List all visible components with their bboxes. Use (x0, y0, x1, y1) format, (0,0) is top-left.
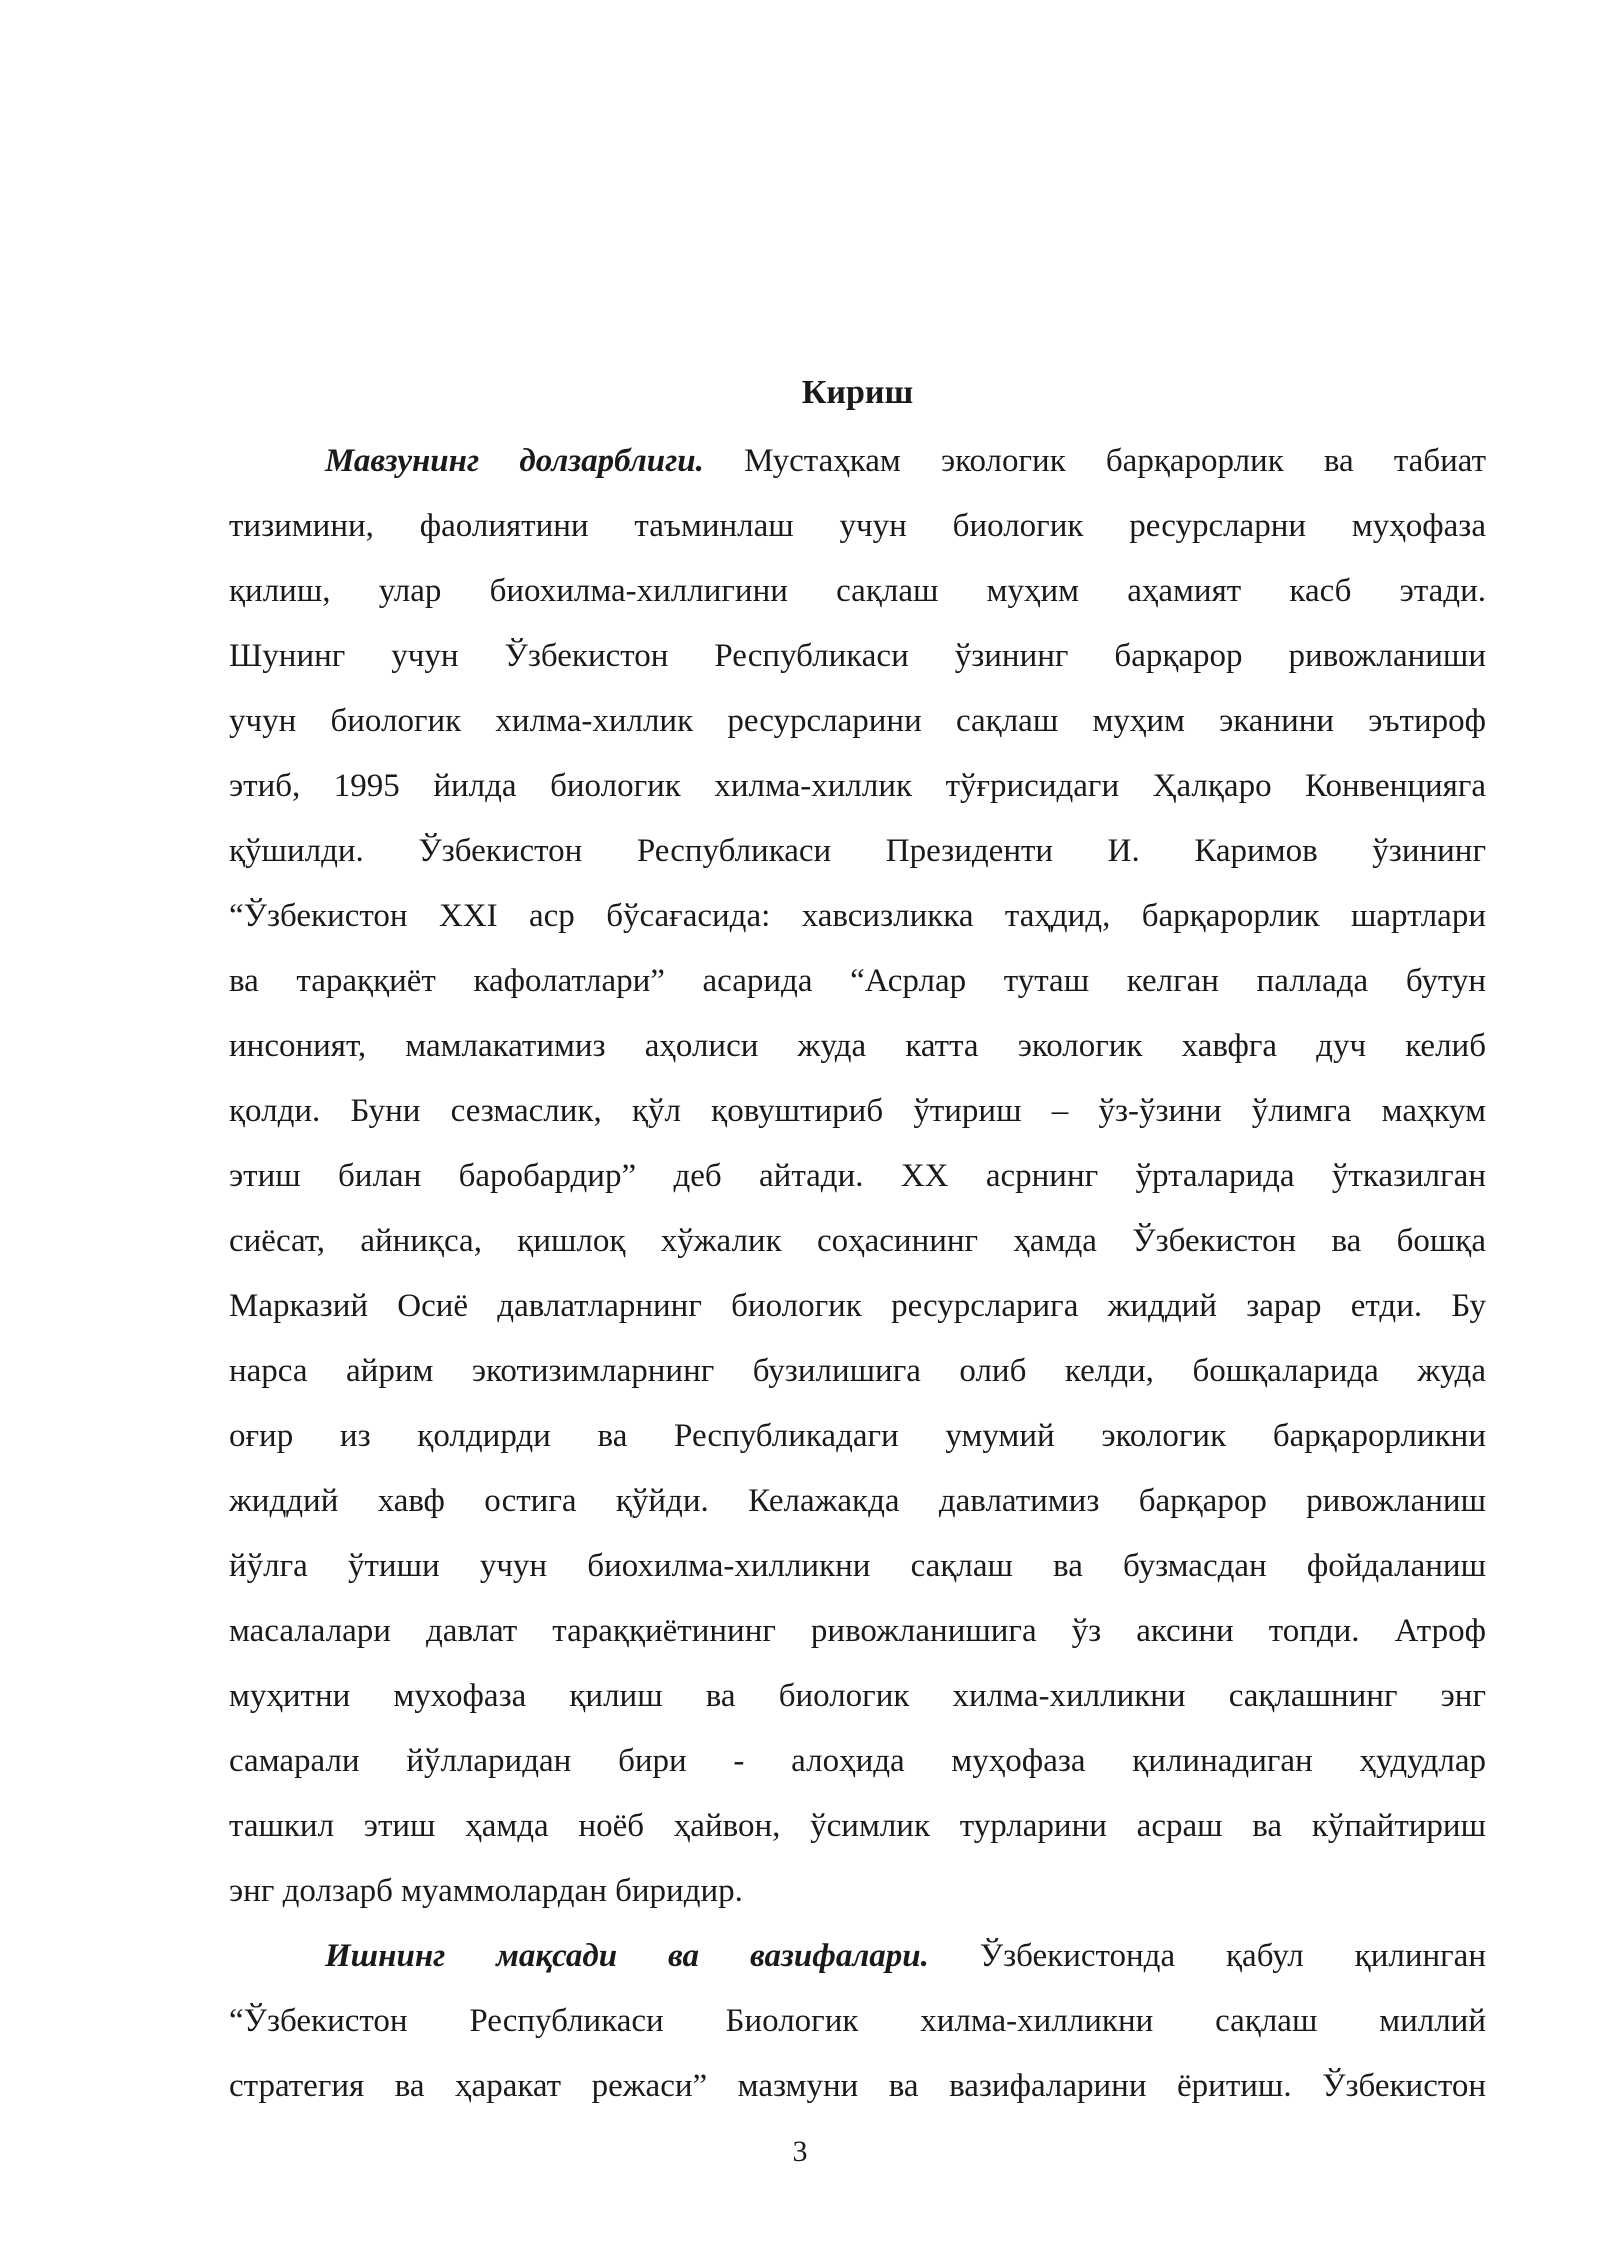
paragraph-line: оғир из қолдирди ва Республикадаги умумий экологик барқарорликни (229, 1418, 1486, 1454)
paragraph-line: муҳитни мухофаза қилиш ва биологик хилма-хилликни сақлашнинг энг (229, 1678, 1486, 1714)
paragraph-relevance (229, 429, 1486, 1924)
paragraph-line: самарали йўлларидан бири - алоҳида муҳофаза қилинадиган ҳудудлар (229, 1743, 1486, 1779)
paragraph-line: “Ўзбекистон Республикаси Биологик хилма-хилликни сақлаш миллий (229, 2003, 1486, 2039)
paragraph-line: Марказий Осиё давлатларнинг биологик ресурсларига жиддий зарар етди. Бу (229, 1288, 1486, 1324)
paragraph-text: Ўзбекистонда қабул қилинган (928, 1938, 1486, 1974)
paragraph-line: “Ўзбекистон XXI аср бўсағасида: хавсизликка таҳдид, барқарорлик шартлари (229, 898, 1486, 934)
paragraph-line: этиб, 1995 йилда биологик хилма-хиллик тўғрисидаги Ҳалқаро Конвенцияга (229, 768, 1486, 804)
paragraph-line: сиёсат, айниқса, қишлоқ хўжалик соҳасининг ҳамда Ўзбекистон ва бошқа (229, 1223, 1486, 1259)
paragraph-line: йўлга ўтиши учун биохилма-хилликни сақлаш ва бузмасдан фойдаланиш (229, 1548, 1486, 1584)
paragraph-line: учун биологик хилма-хиллик ресурсларини сақлаш муҳим эканини эътироф (229, 703, 1486, 739)
paragraph-line: этиш билан баробардир” деб айтади. XX асрнинг ўрталарида ўтказилган (229, 1158, 1486, 1194)
paragraph-line: ва тараққиёт кафолатлари” асарида “Асрлар туташ келган паллада бутун (229, 963, 1486, 999)
paragraph-line: жиддий хавф остига қўйди. Келажакда давлатимиз барқарор ривожланиш (229, 1483, 1486, 1519)
paragraph-goals (229, 1924, 1486, 2119)
paragraph-line: стратегия ва ҳаракат режаси” мазмуни ва вазифаларини ёритиш. Ўзбекистон (229, 2068, 1486, 2104)
paragraph-line: энг долзарб муаммолардан биридир. (229, 1873, 743, 1909)
paragraph-line: ташкил этиш ҳамда ноёб ҳайвон, ўсимлик турларини асраш ва кўпайтириш (229, 1808, 1486, 1844)
paragraph-line: масалалари давлат тараққиётининг ривожланишига ўз аксини топди. Атроф (229, 1613, 1486, 1649)
paragraph-line: Шунинг учун Ўзбекистон Республикаси ўзининг барқарор ривожланиши (229, 638, 1486, 674)
page-number: 3 (792, 2135, 808, 2168)
paragraph-line (229, 429, 1486, 494)
paragraph-line: нарса айрим экотизимларнинг бузилишига олиб келди, бошқаларида жуда (229, 1353, 1486, 1389)
paragraph-line: инсоният, мамлакатимиз аҳолиси жуда катта экологик хавфга дуч келиб (229, 1028, 1486, 1064)
paragraph-line: қўшилди. Ўзбекистон Республикаси Президенти И. Каримов ўзининг (229, 833, 1486, 869)
paragraph-lead: Мавзунинг долзарблиги. (325, 443, 704, 479)
document-body (229, 364, 1486, 2119)
section-heading: Кириш (801, 374, 914, 411)
paragraph-text: Мустаҳкам экологик барқарорлик ва табиат (703, 443, 1486, 479)
paragraph-line: тизимини, фаолиятини таъминлаш учун биологик ресурсларни муҳофаза (229, 508, 1486, 544)
paragraph-line: қилиш, улар биохилма-хиллигини сақлаш муҳим аҳамият касб этади. (229, 573, 1486, 609)
paragraph-line: қолди. Буни сезмаслик, қўл қовуштириб ўтириш – ўз-ўзини ўлимга маҳкум (229, 1093, 1486, 1129)
paragraph-lead: Ишнинг мақсади ва вазифалари. (325, 1938, 929, 1974)
paragraph-line (229, 1924, 1486, 1989)
